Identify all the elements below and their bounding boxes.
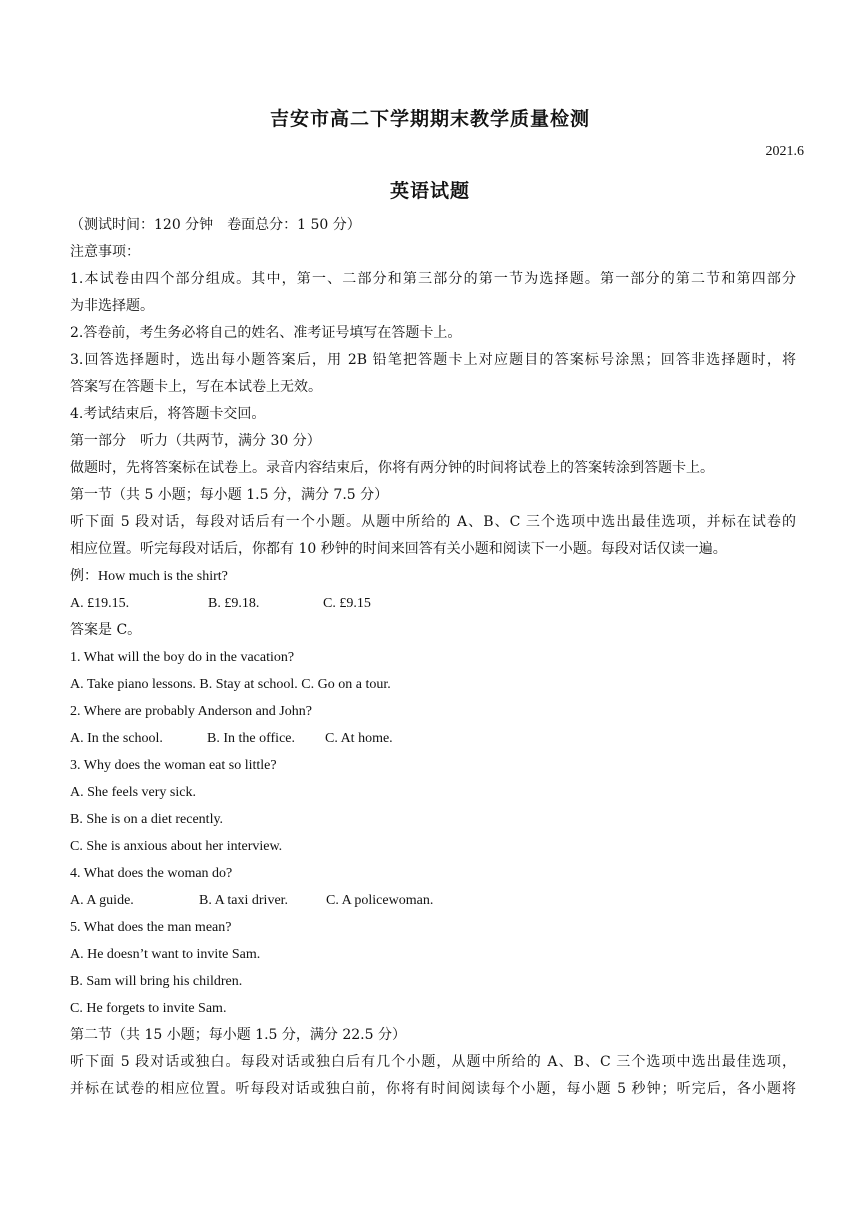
- example-options: [70, 590, 796, 617]
- option-b: B. A taxi driver.: [199, 893, 289, 908]
- exam-title: 吉安市高二下学期期末教学质量检测: [269, 108, 590, 130]
- question-3-option-b: B. She is on a diet recently.: [70, 812, 224, 827]
- question-2-options: [70, 725, 796, 752]
- note-line: 为非选择题。: [70, 298, 154, 314]
- section2-instruction: 听下面 5 段对话或独白。每段对话或独白后有几个小题，从题中所给的 A、B、C 三个选项中选出最佳选项，: [70, 1054, 796, 1070]
- exam-body: [70, 212, 796, 1103]
- option-a: A. In the school.: [70, 731, 163, 746]
- question-3: 3. Why does the woman eat so little?: [70, 758, 277, 773]
- note-line: 2.答卷前，考生务必将自己的姓名、准考证号填写在答题卡上。: [70, 325, 462, 341]
- section2-heading: 第二节（共 15 小题；每小题 1.5 分，满分 22.5 分）: [70, 1027, 406, 1043]
- option-a: A. £19.15.: [70, 596, 130, 611]
- section1-heading: 第一节（共 5 小题；每小题 1.5 分，满分 7.5 分）: [70, 487, 389, 503]
- note-line: 1.本试卷由四个部分组成。其中，第一、二部分和第三部分的第一节为选择题。第一部分的第二节和第四部分: [70, 271, 796, 287]
- question-4-options: [70, 887, 796, 914]
- question-4: 4. What does the woman do?: [70, 866, 233, 881]
- part1-heading: 第一部分 听力（共两节，满分 30 分）: [70, 433, 321, 449]
- part1-instruction: 做题时，先将答案标在试卷上。录音内容结束后，你将有两分钟的时间将试卷上的答案转涂到答题卡上。: [70, 460, 714, 476]
- section2-instruction: 并标在试卷的相应位置。听每段对话或独白前，你将有时间阅读每个小题，每小题 5 秒钟；听完后，各小题将: [70, 1081, 796, 1097]
- note-line: 4.考试结束后，将答题卡交回。: [70, 406, 266, 422]
- question-3-option-a: A. She feels very sick.: [70, 785, 196, 800]
- question-5: 5. What does the man mean?: [70, 920, 232, 935]
- option-b: B. In the office.: [207, 731, 295, 746]
- question-1-options: A. Take piano lessons. B. Stay at school. C. Go on a tour.: [70, 677, 391, 692]
- notes-heading: 注意事项：: [70, 244, 140, 260]
- section1-instruction: 听下面 5 段对话，每段对话后有一个小题。从题中所给的 A、B、C 三个选项中选出最佳选项，并标在试卷的: [70, 514, 796, 530]
- option-b: B. £9.18.: [208, 596, 260, 611]
- option-c: C. A policewoman.: [326, 893, 434, 908]
- option-c: C. £9.15: [323, 596, 371, 611]
- section1-instruction: 相应位置。听完每段对话后，你都有 10 秒钟的时间来回答有关小题和阅读下一小题。每段对话仅读一遍。: [70, 541, 727, 557]
- option-a: A. A guide.: [70, 893, 134, 908]
- question-5-option-c: C. He forgets to invite Sam.: [70, 1001, 227, 1016]
- question-5-option-a: A. He doesn’t want to invite Sam.: [70, 947, 261, 962]
- question-2: 2. Where are probably Anderson and John?: [70, 704, 312, 719]
- option-c: C. At home.: [325, 731, 393, 746]
- exam-date: 2021.6: [765, 144, 804, 159]
- question-1: 1. What will the boy do in the vacation?: [70, 650, 295, 665]
- note-line: 3.回答选择题时，选出每小题答案后，用 2B 铅笔把答题卡上对应题目的答案标号涂黑；回答非选择题时，将: [70, 352, 796, 368]
- exam-info: （测试时间：120 分钟 卷面总分：1 50 分）: [70, 217, 361, 233]
- question-3-option-c: C. She is anxious about her interview.: [70, 839, 283, 854]
- note-line: 答案写在答题卡上，写在本试卷上无效。: [70, 379, 322, 395]
- example-question: 例：How much is the shirt?: [70, 569, 228, 584]
- exam-subject: 英语试题: [389, 180, 470, 202]
- example-answer: 答案是 C。: [70, 622, 142, 638]
- question-5-option-b: B. Sam will bring his children.: [70, 974, 243, 989]
